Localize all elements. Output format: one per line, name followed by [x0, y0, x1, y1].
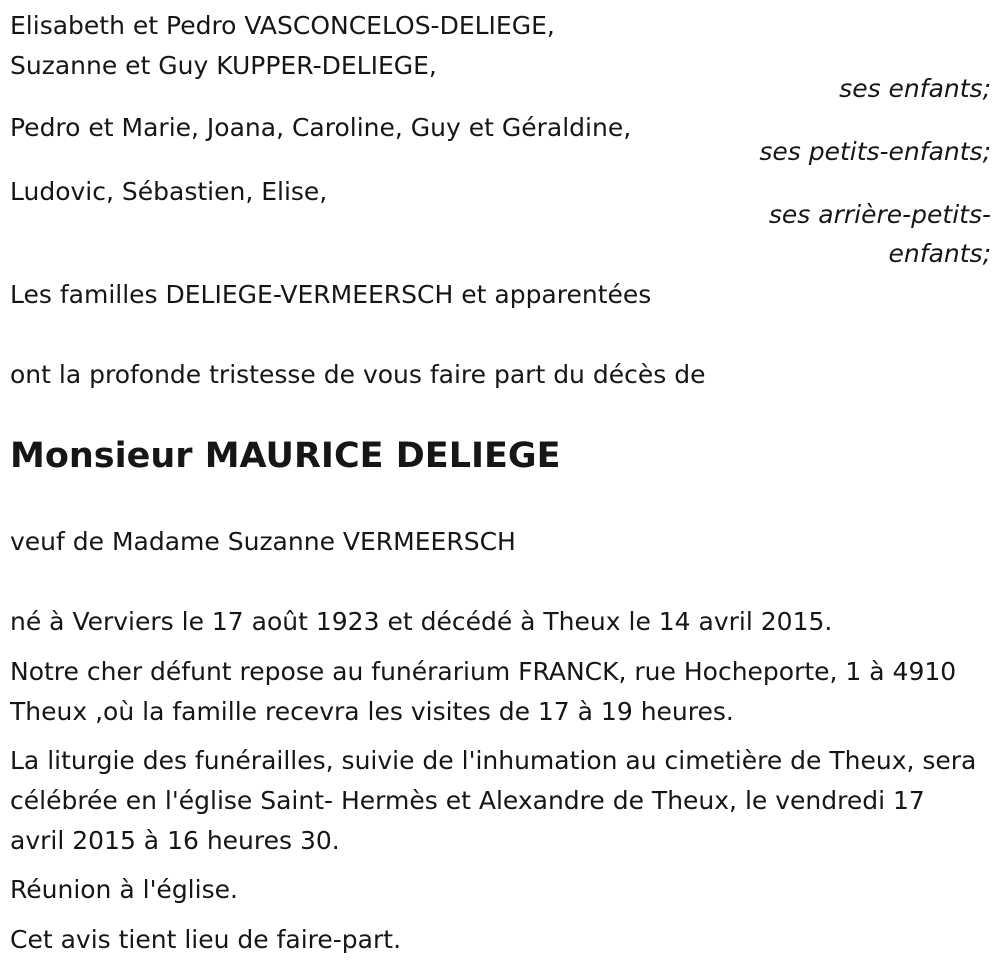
great-grandchildren-role-line-2: enfants; [888, 239, 991, 268]
notice-line: Cet avis tient lieu de faire-part. [10, 925, 402, 954]
great-grandchildren-role-line-1: ses arrière-petits- [768, 200, 991, 229]
children-line-1: Elisabeth et Pedro VASCONCELOS-DELIEGE, [10, 11, 555, 40]
funeral-home-paragraph: Notre cher défunt repose au funérarium FRANCK, rue Hocheporte, 1 à 4910 Theux ,où la famille recevra les visites de 17 à 19 heures. [10, 657, 957, 726]
deceased-name: Monsieur MAURICE DELIEGE [10, 436, 561, 476]
liturgy-paragraph: La liturgie des funérailles, suivie de l'inhumation au cimetière de Theux, sera célébrée en l'église Saint- Hermès et Alexandre de Theux, le vendredi 17 avril 2015 à 16 heures 30. [10, 746, 977, 855]
birth-death-line: né à Verviers le 17 août 1923 et décédé à Theux le 14 avril 2015. [10, 607, 833, 636]
great-grandchildren-line: Ludovic, Sébastien, Elise, [10, 177, 328, 206]
widower-line: veuf de Madame Suzanne VERMEERSCH [10, 527, 516, 556]
families-line: Les familles DELIEGE-VERMEERSCH et apparentées [10, 280, 652, 309]
grandchildren-line: Pedro et Marie, Joana, Caroline, Guy et Géraldine, [10, 113, 632, 142]
children-role: ses enfants; [839, 74, 991, 103]
intro-line: ont la profonde tristesse de vous faire part du décès de [10, 360, 706, 389]
children-line-2: Suzanne et Guy KUPPER-DELIEGE, [10, 51, 437, 80]
grandchildren-role: ses petits-enfants; [759, 137, 991, 166]
meeting-line: Réunion à l'église. [10, 875, 238, 904]
